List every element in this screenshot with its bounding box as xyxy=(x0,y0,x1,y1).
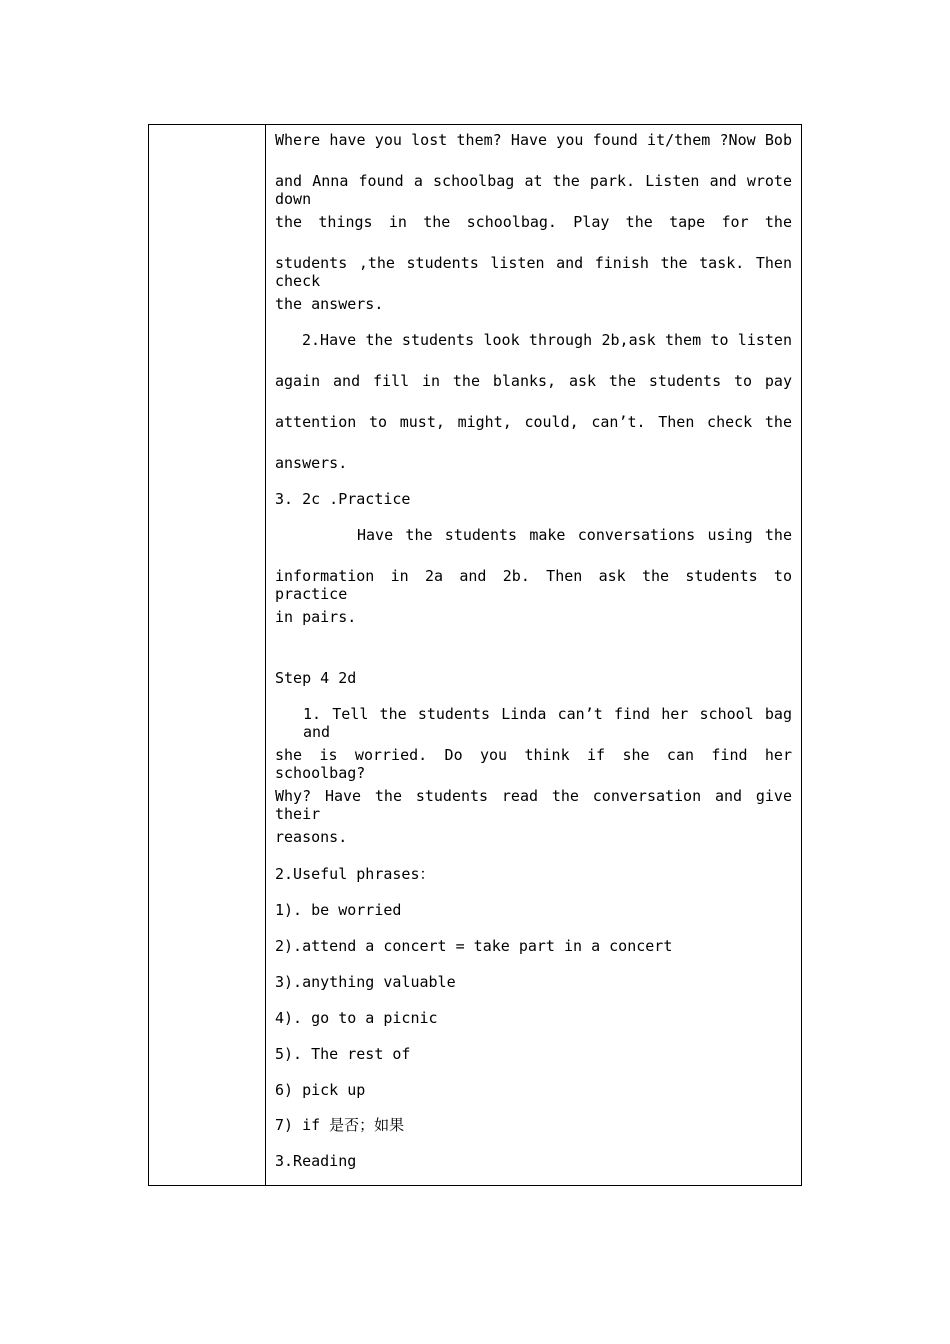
lesson-content-cell xyxy=(266,125,801,1185)
left-column-empty-cell xyxy=(149,125,266,1185)
text-line: 2.Have the students look through 2b,ask them to listen xyxy=(302,331,792,349)
lesson-table xyxy=(148,124,802,1186)
text-line: and Anna found a schoolbag at the park. Listen and wrote down xyxy=(275,172,792,208)
phrase-item: 3).anything valuable xyxy=(275,973,456,991)
text-line: Why? Have the students read the conversation and give their xyxy=(275,787,792,823)
text-line: 1. Tell the students Linda can’t find her school bag and xyxy=(303,705,792,741)
text-line: reasons. xyxy=(275,828,348,846)
text-line: attention to must, might, could, can’t. Then check the xyxy=(275,413,792,431)
text-line: information in 2a and 2b. Then ask the students to practice xyxy=(275,567,792,603)
text-line: the answers. xyxy=(275,295,384,313)
text-line: Where have you lost them? Have you found it/them ?Now Bob xyxy=(275,131,792,149)
text-line: in pairs. xyxy=(275,608,357,626)
phrase-item: 1). be worried xyxy=(275,901,402,919)
text-line: the things in the schoolbag. Play the tape for the xyxy=(275,213,792,231)
text-line: Have the students make conversations using the xyxy=(357,526,792,544)
section-heading: 3.Reading xyxy=(275,1152,357,1170)
section-heading: 3. 2c .Practice xyxy=(275,490,411,508)
text-line: answers. xyxy=(275,454,348,472)
text-line: again and fill in the blanks, ask the students to pay xyxy=(275,372,792,390)
phrase-item: 4). go to a picnic xyxy=(275,1009,438,1027)
phrase-item: 2).attend a concert = take part in a concert xyxy=(275,937,673,955)
text-line: she is worried. Do you think if she can find her schoolbag? xyxy=(275,746,792,782)
phrase-item: 6) pick up xyxy=(275,1081,366,1099)
phrase-item: 7) if 是否；如果 xyxy=(275,1116,405,1134)
section-heading: Step 4 2d xyxy=(275,669,357,687)
phrase-item: 5). The rest of xyxy=(275,1045,411,1063)
section-heading: 2.Useful phrases： xyxy=(275,865,435,883)
text-line: students ,the students listen and finish the task. Then check xyxy=(275,254,792,290)
